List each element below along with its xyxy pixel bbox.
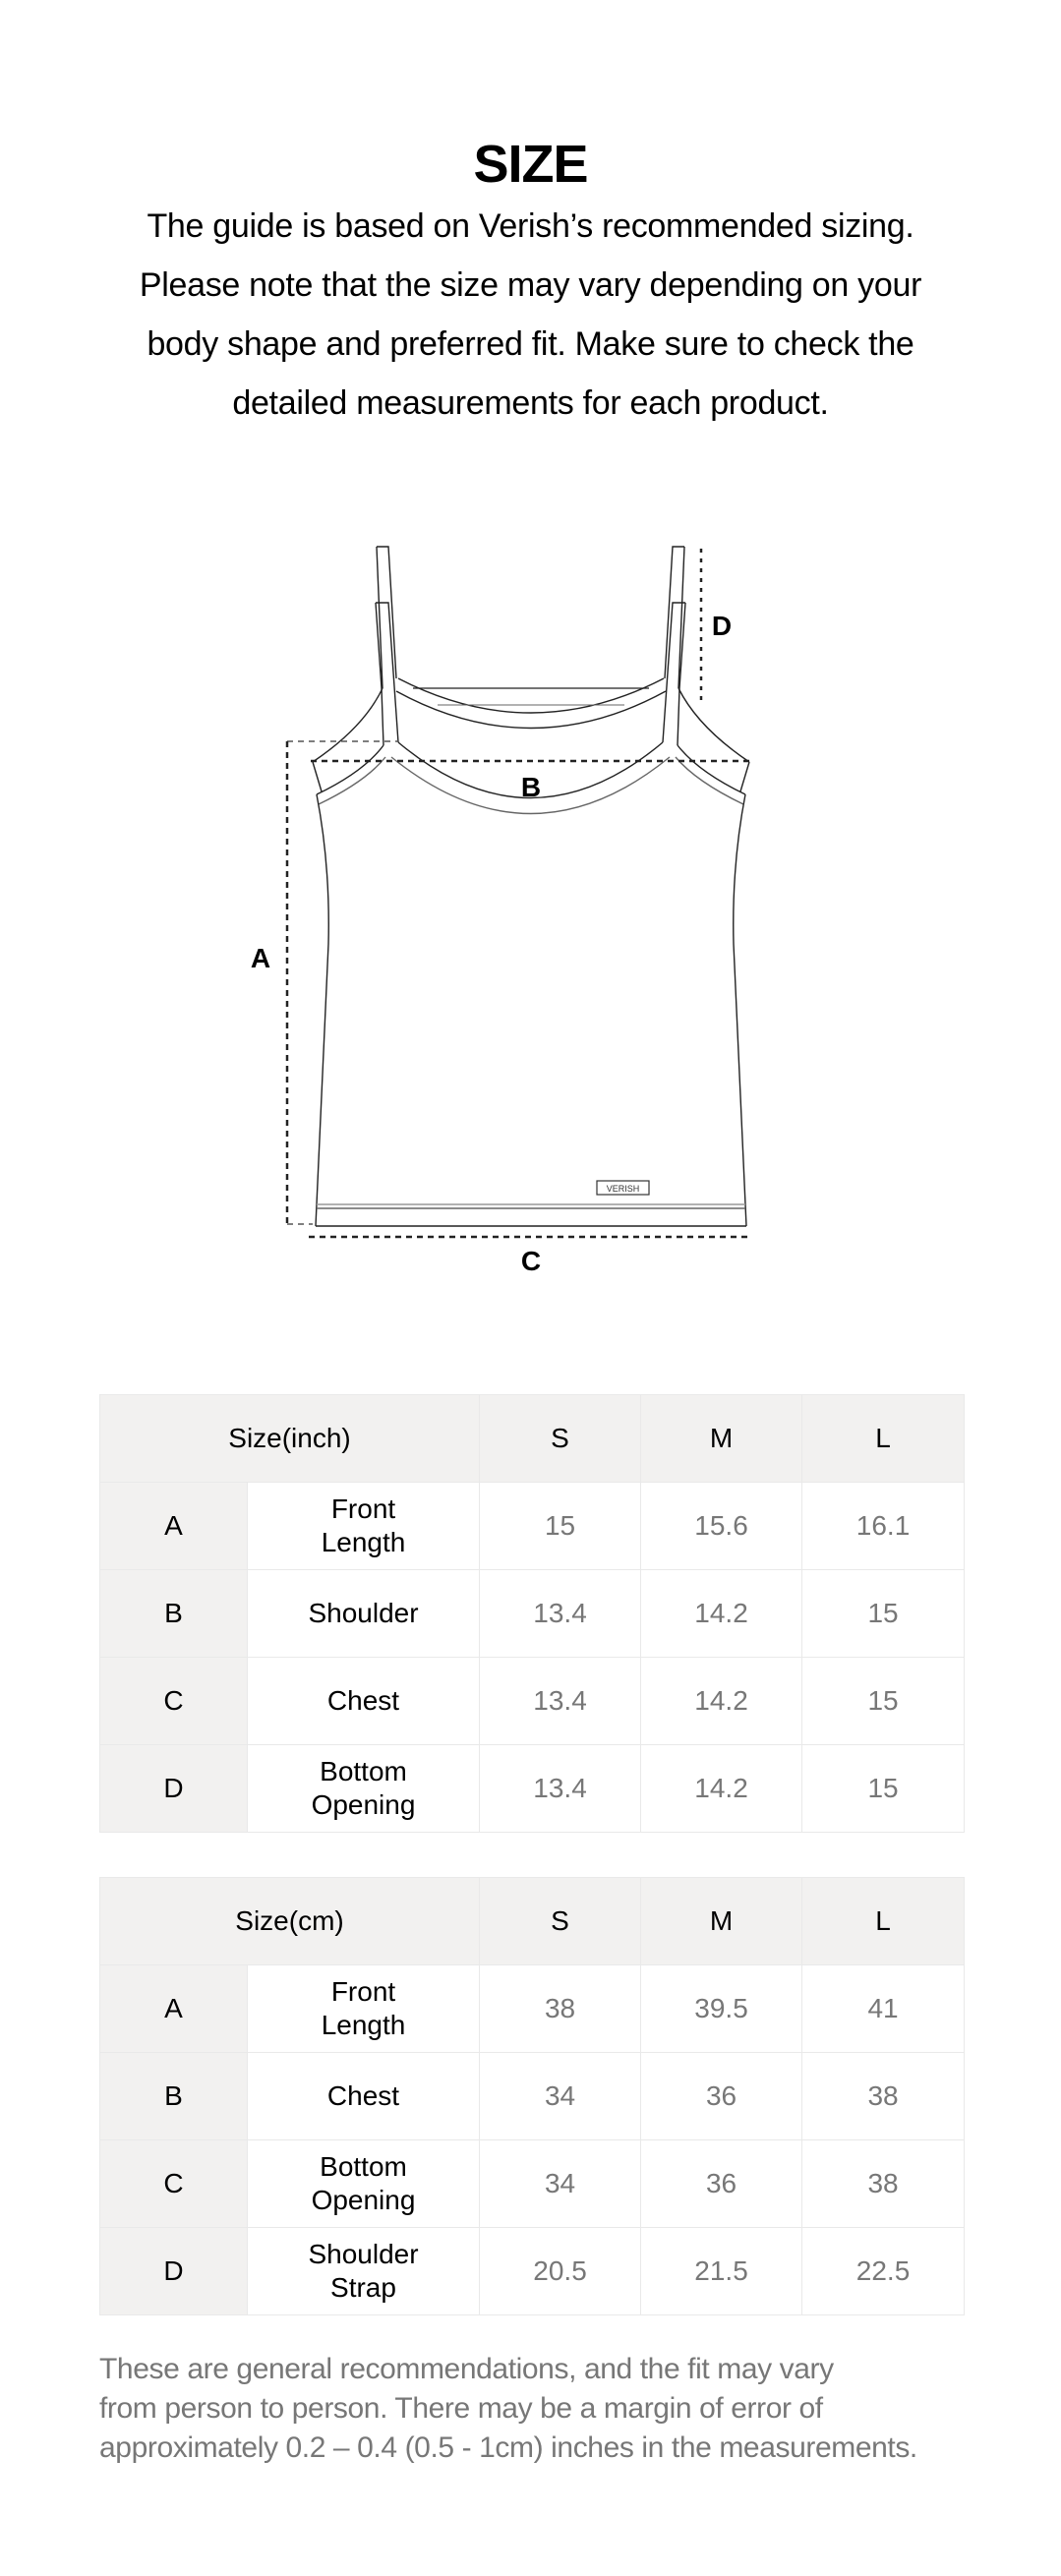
row-letter: D bbox=[100, 1745, 248, 1833]
row-label-line: Length bbox=[321, 1527, 406, 1557]
table-row bbox=[100, 2228, 965, 2315]
size-header-l: L bbox=[802, 1878, 965, 1965]
intro-line: detailed measurements for each product. bbox=[232, 384, 829, 422]
row-letter: B bbox=[100, 2053, 248, 2140]
row-label-line: Bottom bbox=[320, 2151, 407, 2182]
value-s: 20.5 bbox=[480, 2228, 641, 2315]
table-row bbox=[100, 1965, 965, 2053]
table-row bbox=[100, 1483, 965, 1570]
size-header-m: M bbox=[641, 1395, 802, 1483]
value-l: 15 bbox=[802, 1745, 965, 1833]
size-header-s: S bbox=[480, 1878, 641, 1965]
value-s: 13.4 bbox=[480, 1658, 641, 1745]
value-s: 34 bbox=[480, 2140, 641, 2228]
row-label bbox=[248, 1658, 480, 1745]
intro-line: Please note that the size may vary depending on your bbox=[139, 266, 922, 304]
value-l: 16.1 bbox=[802, 1483, 965, 1570]
value-m: 14.2 bbox=[641, 1570, 802, 1658]
row-label-line: Opening bbox=[311, 1789, 416, 1820]
row-label bbox=[248, 1483, 480, 1570]
unit-header: Size(cm) bbox=[100, 1878, 480, 1965]
intro-line: The guide is based on Verish’s recommended sizing. bbox=[147, 207, 914, 245]
value-s: 34 bbox=[480, 2053, 641, 2140]
value-s: 13.4 bbox=[480, 1570, 641, 1658]
value-m: 36 bbox=[641, 2053, 802, 2140]
row-letter: A bbox=[100, 1965, 248, 2053]
unit-header: Size(inch) bbox=[100, 1395, 480, 1483]
size-header-m: M bbox=[641, 1878, 802, 1965]
table-row bbox=[100, 2053, 965, 2140]
value-m: 15.6 bbox=[641, 1483, 802, 1570]
table-header-row bbox=[100, 1395, 965, 1483]
row-letter: C bbox=[100, 2140, 248, 2228]
row-letter: D bbox=[100, 2228, 248, 2315]
value-s: 13.4 bbox=[480, 1745, 641, 1833]
value-l: 15 bbox=[802, 1570, 965, 1658]
note-line: approximately 0.2 – 0.4 (0.5 - 1cm) inches in the measurements. bbox=[99, 2431, 917, 2464]
size-header-s: S bbox=[480, 1395, 641, 1483]
value-m: 36 bbox=[641, 2140, 802, 2228]
value-m: 21.5 bbox=[641, 2228, 802, 2315]
row-label-line: Opening bbox=[311, 2185, 416, 2215]
table-row bbox=[100, 1570, 965, 1658]
row-letter: A bbox=[100, 1483, 248, 1570]
intro-text bbox=[88, 197, 973, 433]
value-m: 39.5 bbox=[641, 1965, 802, 2053]
value-m: 14.2 bbox=[641, 1658, 802, 1745]
row-label bbox=[248, 1965, 480, 2053]
value-l: 38 bbox=[802, 2140, 965, 2228]
table-row bbox=[100, 1658, 965, 1745]
size-table-cm bbox=[99, 1877, 965, 2315]
row-label-line: Chest bbox=[326, 1685, 400, 1716]
row-label bbox=[248, 2140, 480, 2228]
camisole-size-diagram bbox=[0, 531, 1061, 1298]
size-header-l: L bbox=[802, 1395, 965, 1483]
camisole-illustration-icon bbox=[0, 531, 1061, 1298]
table-row bbox=[100, 2140, 965, 2228]
value-l: 38 bbox=[802, 2053, 965, 2140]
diagram-label-b: B bbox=[520, 772, 542, 802]
row-label-line: Shoulder bbox=[308, 1598, 419, 1628]
measurement-disclaimer bbox=[99, 2350, 984, 2468]
size-table-inch bbox=[99, 1394, 965, 1833]
intro-line: body shape and preferred fit. Make sure to check the bbox=[147, 325, 914, 363]
row-label-line: Shoulder bbox=[308, 2239, 419, 2269]
row-label-line: Bottom bbox=[320, 1756, 407, 1786]
row-label bbox=[248, 1745, 480, 1833]
row-label-line: Front bbox=[330, 1493, 396, 1524]
row-label bbox=[248, 1570, 480, 1658]
row-label-line: Length bbox=[321, 2010, 406, 2040]
row-label-line: Chest bbox=[326, 2080, 400, 2111]
row-letter: B bbox=[100, 1570, 248, 1658]
value-s: 15 bbox=[480, 1483, 641, 1570]
table-row bbox=[100, 1745, 965, 1833]
brand-tag-text: VERISH bbox=[606, 1184, 640, 1194]
diagram-label-c: C bbox=[520, 1246, 542, 1276]
row-label-line: Strap bbox=[330, 2272, 396, 2303]
value-l: 22.5 bbox=[802, 2228, 965, 2315]
row-letter: C bbox=[100, 1658, 248, 1745]
note-line: These are general recommendations, and the fit may vary bbox=[99, 2353, 834, 2385]
value-l: 15 bbox=[802, 1658, 965, 1745]
note-line: from person to person. There may be a margin of error of bbox=[99, 2392, 823, 2425]
value-m: 14.2 bbox=[641, 1745, 802, 1833]
row-label bbox=[248, 2053, 480, 2140]
page-title: SIZE bbox=[473, 135, 588, 195]
value-s: 38 bbox=[480, 1965, 641, 2053]
value-l: 41 bbox=[802, 1965, 965, 2053]
diagram-label-a: A bbox=[250, 943, 271, 973]
table-header-row bbox=[100, 1878, 965, 1965]
row-label-line: Front bbox=[330, 1976, 396, 2007]
row-label bbox=[248, 2228, 480, 2315]
diagram-label-d: D bbox=[711, 611, 733, 641]
